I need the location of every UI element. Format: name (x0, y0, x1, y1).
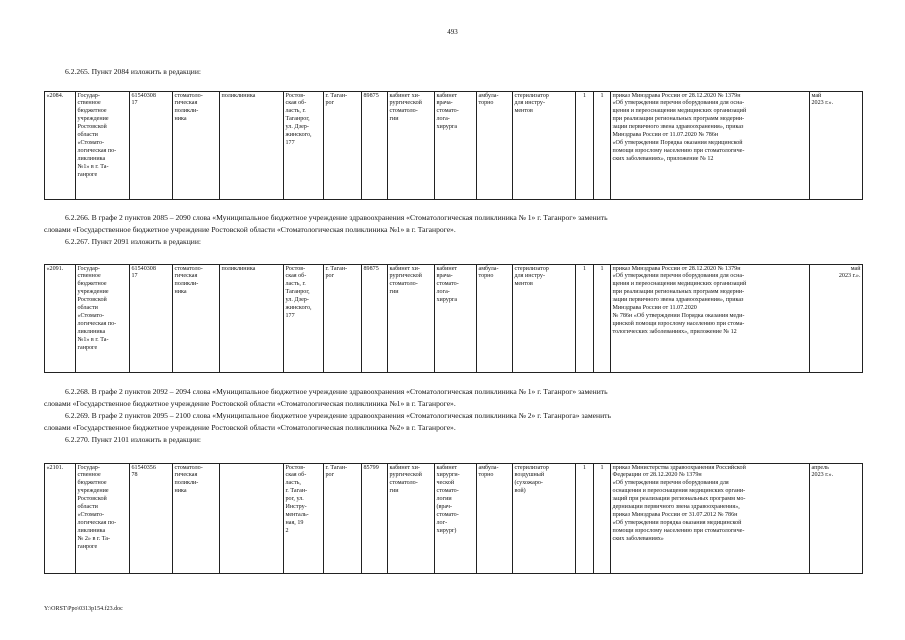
cell-conditions: амбула- торно (477, 265, 513, 373)
section-6-2-266-line1: 6.2.266. В графе 2 пунктов 2085 – 2090 слова «Муниципальное бюджетное учреждение здравоохранения «Стоматологическая поликлиника № 1» г. Таганрог» заменить (65, 213, 608, 222)
table-item-2101 (44, 463, 863, 574)
table-row (45, 265, 863, 373)
cell-organization: Государ- ственное бюджетное учреждение Ростовской области «Стомато- логическая по- ликлиника №1» в г. Та- ганроге (76, 265, 130, 373)
cell-quantity-2: 1 (594, 464, 611, 574)
cell-room: кабинет врача- стомато- лога- хирурга (435, 92, 477, 200)
table-row (45, 92, 863, 200)
cell-conditions: амбула- торно (477, 92, 513, 200)
cell-room: кабинет хирурги- ческой стомато- логии (врач- стомато- лог- хирург) (435, 464, 477, 574)
cell-profile: стоматоло- гическая поликли- ника (173, 265, 220, 373)
cell-item-number: «2101. (45, 464, 76, 574)
cell-conditions: амбула- торно (477, 464, 513, 574)
section-6-2-267: 6.2.267. Пункт 2091 изложить в редакции: (65, 237, 202, 246)
cell-department: кабинет хи- рургической стоматоло- гии (388, 265, 435, 373)
cell-address: Ростов- ская об- ласть, г. Таганрог, ул. Дзер- жинского, 177 (284, 265, 324, 373)
cell-quantity: 1 (576, 265, 594, 373)
file-path-footer: Y:\ORST\Ppo\0313p154.f23.doc (44, 606, 123, 612)
section-6-2-269-line2: словами «Государственное бюджетное учреждение Ростовской области «Стоматологическая поликлиника №2» в г. Таганроге». (44, 423, 456, 432)
cell-item-number: «2084. (45, 92, 76, 200)
cell-type: поликлиника (220, 265, 284, 373)
cell-legal-basis: приказ Министерства здравоохранения Российской Федерации от 28.12.2020 № 1379н «Об утверждении перечня оборудования для оснащения и переоснащения медицинских органи- заций при реализации региональных программ мо- дернизации первичного звена здравоохранения», приказ Минздрава России от 31.07.2012 № 786н «Об утверждении порядка оказания медицинской помощи взрослому населению при стоматологиче- ских заболеваниях» (611, 464, 810, 574)
section-6-2-268-line1: 6.2.268. В графе 2 пунктов 2092 – 2094 слова «Муниципальное бюджетное учреждение здравоохранения «Стоматологическая поликлиника № 1» г. Таганрог» заменить (65, 387, 608, 396)
page-number: 493 (447, 28, 458, 36)
section-6-2-265: 6.2.265. Пункт 2084 изложить в редакции: (65, 67, 202, 76)
table-item-2084 (44, 91, 863, 200)
cell-legal-basis: приказ Минздрава России от 28.12.2020 № 1379н «Об утверждении перечня оборудования для осна- щения и переоснащения медицинских организаций при реализации региональных программ модерни- зации первичного звена здравоохранения», приказ Минздрава России от 11.07.2020 № 786н «Об утверждении Порядка оказания медицинской помощи взрослому населению при стоматологиче- ских заболеваниях», приложение № 12 (611, 92, 810, 200)
cell-deadline: май 2023 г.». (810, 92, 863, 200)
cell-organization: Государ- ственное бюджетное учреждение Ростовской области «Стомато- логическая по- ликлиника №1» в г. Та- ганроге (76, 92, 130, 200)
cell-deadline: май 2023 г.». (810, 265, 863, 373)
cell-legal-basis: приказ Минздрава России от 28.12.2020 № 1379н «Об утверждении перечня оборудования для осна- щения и переоснащения медицинских организаций при реализации региональных программ модерни- зации первичного звена здравоохранения», приказ Минздрава России от 11.07.2020 № 786н «Об утверждении Порядка оказания меди- цинской помощи взрослому населению при стома- тологических заболеваниях», приложение № 12 (611, 265, 810, 373)
cell-address: Ростов- ская об- ласть, г. Таганрог, ул. Дзер- жинского, 177 (284, 92, 324, 200)
cell-department: кабинет хи- рургической стоматоло- гии (388, 92, 435, 200)
table-row (45, 464, 863, 574)
section-6-2-268-line2: словами «Государственное бюджетное учреждение Ростовской области «Стоматологическая поликлиника №1» в г. Таганроге». (44, 399, 456, 408)
cell-quantity: 1 (576, 92, 594, 200)
cell-address: Ростов- ская об- ласть, г. Таган- рог, ул. Инстру- менталь- ная, 19 2 (284, 464, 324, 574)
section-6-2-266-line2: словами «Государственное бюджетное учреждение Ростовской области «Стоматологическая поликлиника №1» в г. Таганроге». (44, 225, 456, 234)
cell-quantity-2: 1 (594, 265, 611, 373)
cell-inn: 61540308 17 (130, 265, 173, 373)
cell-organization: Государ- ственное бюджетное учреждение Ростовской области «Стомато- логическая по- ликлиника № 2» в г. Та- ганроге (76, 464, 130, 574)
cell-deadline: апрель 2023 г.». (810, 464, 863, 574)
section-6-2-269-line1: 6.2.269. В графе 2 пунктов 2095 – 2100 слова «Муниципальное бюджетное учреждение здравоохранения «Стоматологическая поликлиника № 2» г. Таганрога» заменить (65, 411, 611, 420)
cell-item-number: «2091. (45, 265, 76, 373)
cell-quantity-2: 1 (594, 92, 611, 200)
cell-city: г. Таган- рог (324, 464, 362, 574)
cell-type (220, 464, 284, 574)
cell-profile: стоматоло- гическая поликли- ника (173, 92, 220, 200)
cell-department: кабинет хи- рургической стоматоло- гии (388, 464, 435, 574)
cell-equipment: стерилизатор для инстру- ментов (513, 265, 576, 373)
section-6-2-270: 6.2.270. Пункт 2101 изложить в редакции: (65, 435, 202, 444)
cell-code: 85799 (362, 464, 388, 574)
cell-city: г. Таган- рог (324, 92, 362, 200)
cell-city: г. Таган- рог (324, 265, 362, 373)
table-item-2091 (44, 264, 863, 373)
cell-room: кабинет врача- стомато- лога- хирурга (435, 265, 477, 373)
cell-quantity: 1 (576, 464, 594, 574)
cell-inn: 61540308 17 (130, 92, 173, 200)
cell-type: поликлиника (220, 92, 284, 200)
cell-profile: стоматоло- гическая поликли- ника (173, 464, 220, 574)
cell-code: 89875 (362, 92, 388, 200)
cell-equipment: стерилизатор воздушный (сухожаро- вой) (513, 464, 576, 574)
cell-equipment: стерилизатор для инстру- ментов (513, 92, 576, 200)
cell-code: 89875 (362, 265, 388, 373)
cell-inn: 61540356 78 (130, 464, 173, 574)
